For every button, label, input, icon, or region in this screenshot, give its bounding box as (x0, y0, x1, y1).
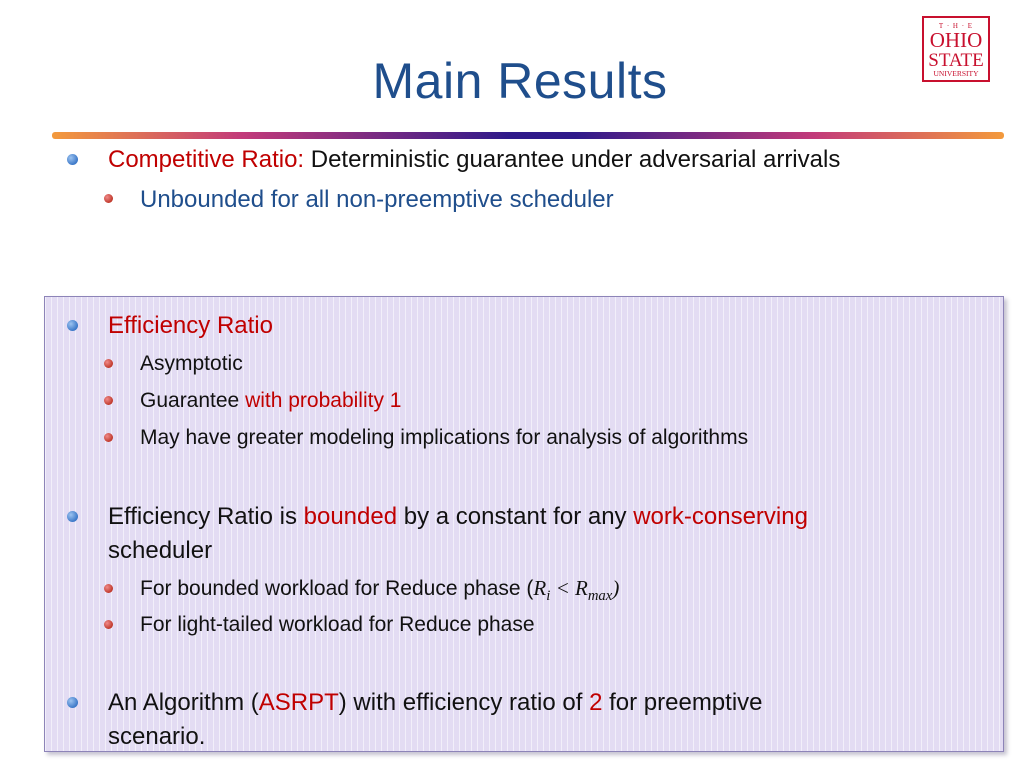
sub-bullet-icon (104, 433, 113, 442)
logo-text-ohio: OHIO (929, 28, 983, 52)
guarantee-text: Guarantee (140, 389, 246, 412)
bullet-icon (67, 154, 78, 165)
algorithm-text-1: An Algorithm ( (108, 689, 259, 716)
algorithm-text-2: ) with efficiency ratio of (338, 689, 590, 716)
algorithm-text-3: for preemptive (602, 689, 763, 716)
slide-title: Main Results (372, 53, 668, 109)
bullet-icon (67, 511, 78, 522)
modeling-line: May have greater modeling implications for analysis of algorithms (140, 426, 749, 449)
sub-bullet-icon (104, 359, 113, 368)
bullet-icon (67, 320, 78, 331)
math-subscript-max: max (587, 588, 613, 605)
sub-bullet-icon (104, 620, 113, 629)
math-close-paren: ) (612, 576, 620, 600)
sub-bullet-icon (104, 194, 113, 203)
bounded-text-1: Efficiency Ratio is (108, 503, 304, 530)
bounded-workload-line (140, 576, 619, 605)
guarantee-line (140, 389, 402, 413)
logo-text-university: UNIVERSITY (933, 69, 979, 78)
logo-text-top: T · H · E (938, 22, 974, 30)
competitive-ratio-text: Deterministic guarantee under adversarial arrivals (310, 146, 841, 173)
ohio-state-logo (922, 16, 990, 82)
logo-text-state: STATE (928, 50, 984, 71)
math-less-than: < (550, 576, 575, 600)
algorithm-line (108, 689, 763, 717)
bounded-keyword: bounded (303, 503, 398, 530)
title-divider (52, 132, 1004, 139)
scenario-line: scenario. (108, 723, 206, 750)
bullet-icon (67, 697, 78, 708)
math-subscript-i: i (546, 588, 551, 605)
competitive-ratio-line (108, 146, 840, 174)
asrpt-keyword: ASRPT (258, 689, 339, 716)
competitive-ratio-label: Competitive Ratio: (108, 146, 311, 173)
bounded-line (108, 503, 808, 531)
efficiency-ratio-heading: Efficiency Ratio (108, 312, 273, 339)
unbounded-line: Unbounded for all non-preemptive scheduler (140, 186, 614, 213)
work-conserving-keyword: work-conserving (633, 503, 808, 530)
ratio-two-keyword: 2 (589, 689, 603, 716)
with-probability-text: with probability 1 (245, 389, 402, 412)
asymptotic-line: Asymptotic (140, 352, 243, 375)
math-r: R (533, 576, 547, 600)
scheduler-line: scheduler (108, 537, 213, 564)
sub-bullet-icon (104, 584, 113, 593)
bounded-workload-text: For bounded workload for Reduce phase ( (140, 577, 534, 600)
math-r-max: R (575, 576, 588, 600)
bounded-text-2: by a constant for any (397, 503, 634, 530)
light-tailed-line: For light-tailed workload for Reduce phase (140, 613, 535, 636)
sub-bullet-icon (104, 396, 113, 405)
